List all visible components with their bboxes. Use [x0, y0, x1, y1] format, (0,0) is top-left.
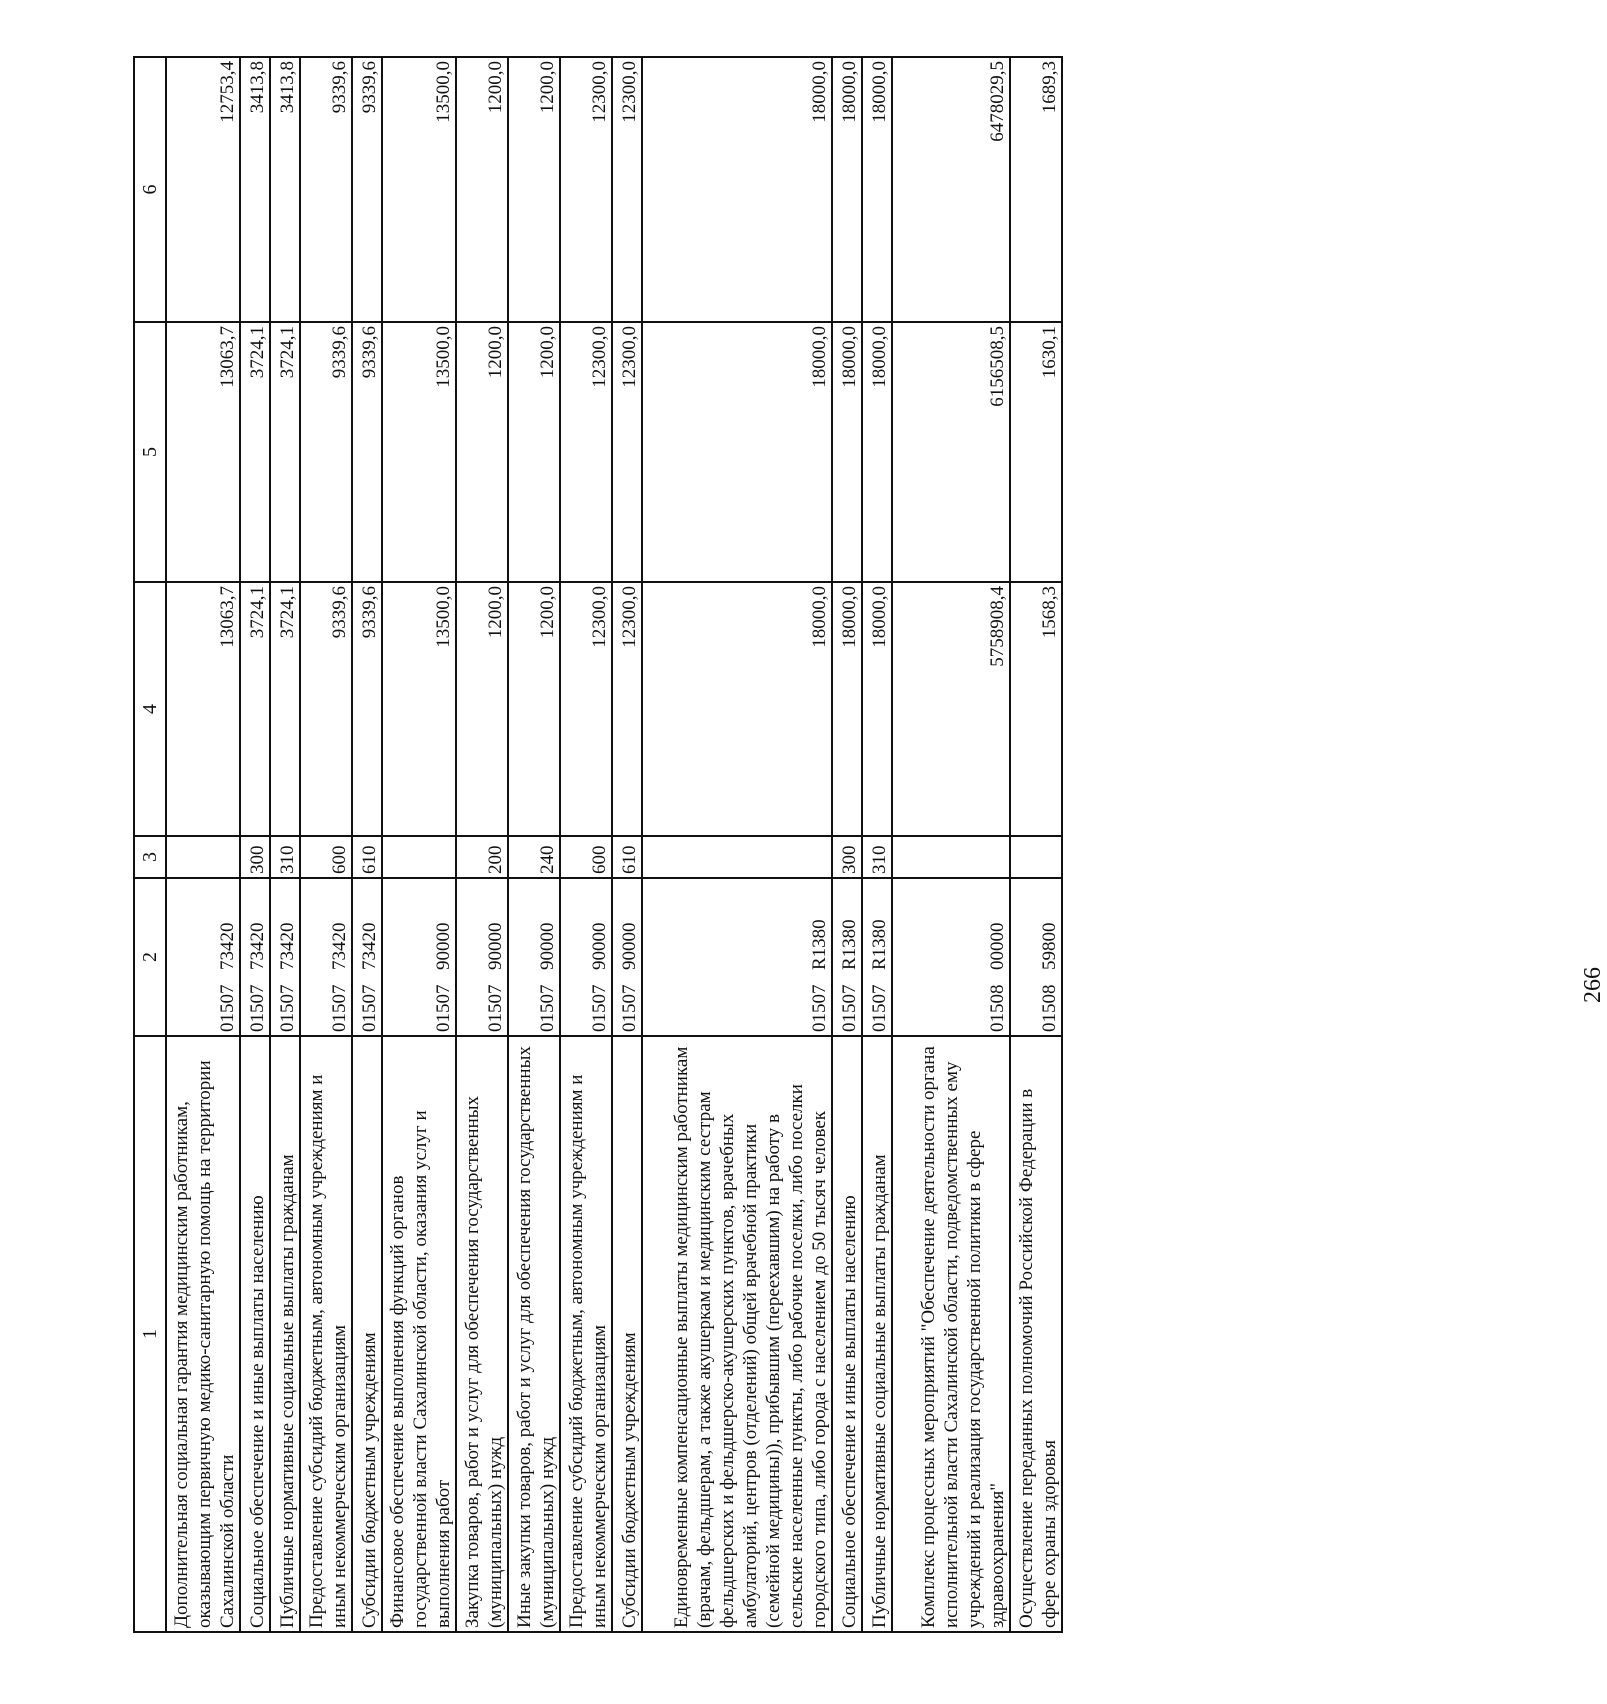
budget-table-body — [134, 57, 1062, 1632]
row-amount-year-2: 1630,1 — [1010, 322, 1062, 582]
row-expense-type: 610 — [612, 836, 642, 878]
row-article-code: 90000 — [619, 922, 640, 970]
row-amount-year-3: 3413,8 — [240, 57, 270, 322]
header-row — [134, 57, 166, 1632]
row-article-code: 00000 — [987, 922, 1008, 970]
row-amount-year-3: 3413,8 — [270, 57, 300, 322]
row-code — [382, 878, 456, 1036]
row-amount-year-1: 1568,3 — [1010, 582, 1062, 836]
row-name: Предоставление субсидий бюджетным, автономным учреждениям и иным некоммерческим организациям — [560, 1036, 612, 1632]
row-expense-type: 310 — [270, 836, 300, 878]
row-amount-year-2: 9339,6 — [352, 322, 382, 582]
row-name: Осуществление переданных полномочий Российской Федерации в сфере охраны здоровья — [1010, 1036, 1062, 1632]
row-name: Субсидии бюджетным учреждениям — [612, 1036, 642, 1632]
row-code — [1010, 878, 1062, 1036]
row-expense-type — [892, 836, 1010, 878]
row-amount-year-3: 1200,0 — [456, 57, 508, 322]
table-row — [456, 57, 508, 1632]
row-amount-year-1: 13063,7 — [166, 582, 240, 836]
row-amount-year-1: 18000,0 — [832, 582, 862, 836]
row-amount-year-1: 18000,0 — [642, 582, 832, 836]
row-article-code: 90000 — [485, 922, 506, 970]
row-amount-year-1: 18000,0 — [862, 582, 892, 836]
row-article-code: 73420 — [359, 922, 380, 970]
row-article-code: 90000 — [433, 922, 454, 970]
row-expense-type: 610 — [352, 836, 382, 878]
row-expense-type: 600 — [560, 836, 612, 878]
row-amount-year-2: 13500,0 — [382, 322, 456, 582]
row-section-code: 01508 — [987, 984, 1008, 1032]
header-col-2: 2 — [134, 878, 166, 1036]
row-expense-type: 310 — [862, 836, 892, 878]
table-row — [832, 57, 862, 1632]
row-name: Социальное обеспечение и иные выплаты населению — [240, 1036, 270, 1632]
row-amount-year-2: 12300,0 — [612, 322, 642, 582]
row-section-code: 01507 — [329, 984, 350, 1032]
row-amount-year-3: 18000,0 — [832, 57, 862, 322]
table-row — [560, 57, 612, 1632]
row-section-code: 01507 — [839, 984, 860, 1032]
table-row — [270, 57, 300, 1632]
row-amount-year-1: 3724,1 — [270, 582, 300, 836]
row-amount-year-2: 13063,7 — [166, 322, 240, 582]
table-row — [892, 57, 1010, 1632]
row-amount-year-1: 1200,0 — [456, 582, 508, 836]
row-section-code: 01507 — [247, 984, 268, 1032]
row-section-code: 01507 — [619, 984, 640, 1032]
row-name: Закупка товаров, работ и услуг для обеспечения государственных (муниципальных) нужд — [456, 1036, 508, 1632]
row-code — [508, 878, 560, 1036]
row-amount-year-3: 6478029,5 — [892, 57, 1010, 322]
table-row — [1010, 57, 1062, 1632]
row-article-code: R1380 — [869, 919, 890, 970]
row-article-code: 73420 — [247, 922, 268, 970]
rotated-page — [133, 58, 1223, 1633]
row-amount-year-1: 13500,0 — [382, 582, 456, 836]
row-code — [352, 878, 382, 1036]
row-article-code: 73420 — [329, 922, 350, 970]
table-row — [508, 57, 560, 1632]
row-article-code: 90000 — [537, 922, 558, 970]
table-row — [382, 57, 456, 1632]
row-section-code: 01507 — [433, 984, 454, 1032]
row-amount-year-1: 12300,0 — [612, 582, 642, 836]
row-amount-year-1: 3724,1 — [240, 582, 270, 836]
table-row — [166, 57, 240, 1632]
row-amount-year-2: 6156508,5 — [892, 322, 1010, 582]
row-name: Публичные нормативные социальные выплаты гражданам — [862, 1036, 892, 1632]
row-section-code: 01508 — [1039, 984, 1060, 1032]
row-code — [270, 878, 300, 1036]
row-code — [300, 878, 352, 1036]
row-amount-year-3: 13500,0 — [382, 57, 456, 322]
row-expense-type: 240 — [508, 836, 560, 878]
row-section-code: 01507 — [217, 984, 238, 1032]
header-col-5: 5 — [134, 322, 166, 582]
row-amount-year-2: 9339,6 — [300, 322, 352, 582]
header-col-1: 1 — [134, 1036, 166, 1632]
header-col-6: 6 — [134, 57, 166, 322]
row-amount-year-3: 12753,4 — [166, 57, 240, 322]
row-code — [892, 878, 1010, 1036]
row-code — [642, 878, 832, 1036]
row-article-code: 59800 — [1039, 922, 1060, 970]
row-expense-type — [166, 836, 240, 878]
row-name: Социальное обеспечение и иные выплаты населению — [832, 1036, 862, 1632]
row-section-code: 01507 — [869, 984, 890, 1032]
row-name: Субсидии бюджетным учреждениям — [352, 1036, 382, 1632]
row-amount-year-2: 1200,0 — [456, 322, 508, 582]
row-amount-year-3: 12300,0 — [612, 57, 642, 322]
table-row — [862, 57, 892, 1632]
table-row — [352, 57, 382, 1632]
row-expense-type: 600 — [300, 836, 352, 878]
row-expense-type: 300 — [240, 836, 270, 878]
table-row — [240, 57, 270, 1632]
row-name: Единовременные компенсационные выплаты медицинским работникам (врачам, фельдшерам, а также акушеркам и медицинским сестрам фельдшерских и фельдшерско-акушерских пунктов, врачебных амбулаторий, центров (отделений) общей врачебной практики (семейной медицины)), прибывшим (переехавшим) на работу в сельские населенные пункты, либо рабочие поселки, либо поселки городского типа, либо города с населением до 50 тысяч человек — [642, 1036, 832, 1632]
row-code — [166, 878, 240, 1036]
row-amount-year-2: 18000,0 — [862, 322, 892, 582]
row-article-code: R1380 — [809, 919, 830, 970]
row-section-code: 01507 — [589, 984, 610, 1032]
row-amount-year-1: 9339,6 — [300, 582, 352, 836]
row-amount-year-2: 18000,0 — [832, 322, 862, 582]
row-amount-year-3: 9339,6 — [300, 57, 352, 322]
row-code — [560, 878, 612, 1036]
row-amount-year-2: 12300,0 — [560, 322, 612, 582]
row-amount-year-3: 9339,6 — [352, 57, 382, 322]
row-section-code: 01507 — [537, 984, 558, 1032]
row-section-code: 01507 — [359, 984, 380, 1032]
row-amount-year-3: 18000,0 — [642, 57, 832, 322]
row-amount-year-1: 9339,6 — [352, 582, 382, 836]
page-number: 266 — [1580, 967, 1606, 1003]
row-name: Публичные нормативные социальные выплаты гражданам — [270, 1036, 300, 1632]
row-article-code: 73420 — [277, 922, 298, 970]
table-row — [642, 57, 832, 1632]
row-name: Дополнительная социальная гарантия медицинским работникам, оказывающим первичную медико-санитарную помощь на территории Сахалинской области — [166, 1036, 240, 1632]
row-expense-type: 300 — [832, 836, 862, 878]
row-article-code: 73420 — [217, 922, 238, 970]
row-article-code: 90000 — [589, 922, 610, 970]
table-row — [300, 57, 352, 1632]
row-code — [612, 878, 642, 1036]
row-code — [832, 878, 862, 1036]
row-amount-year-3: 18000,0 — [862, 57, 892, 322]
row-amount-year-1: 5758908,4 — [892, 582, 1010, 836]
row-code — [862, 878, 892, 1036]
header-col-4: 4 — [134, 582, 166, 836]
row-amount-year-3: 12300,0 — [560, 57, 612, 322]
row-amount-year-2: 1200,0 — [508, 322, 560, 582]
row-section-code: 01507 — [485, 984, 506, 1032]
table-row — [612, 57, 642, 1632]
row-amount-year-1: 1200,0 — [508, 582, 560, 836]
budget-table — [133, 56, 1063, 1633]
row-name: Предоставление субсидий бюджетным, автономным учреждениям и иным некоммерческим организациям — [300, 1036, 352, 1632]
row-amount-year-2: 3724,1 — [270, 322, 300, 582]
row-name: Иные закупки товаров, работ и услуг для обеспечения государственных (муниципальных) нужд — [508, 1036, 560, 1632]
header-col-3: 3 — [134, 836, 166, 878]
row-amount-year-3: 1689,3 — [1010, 57, 1062, 322]
row-expense-type — [1010, 836, 1062, 878]
row-section-code: 01507 — [277, 984, 298, 1032]
row-amount-year-1: 12300,0 — [560, 582, 612, 836]
row-section-code: 01507 — [809, 984, 830, 1032]
row-name: Финансовое обеспечение выполнения функций органов государственной власти Сахалинской области, оказания услуг и выполнения работ — [382, 1036, 456, 1632]
row-expense-type — [382, 836, 456, 878]
row-amount-year-2: 3724,1 — [240, 322, 270, 582]
row-amount-year-2: 18000,0 — [642, 322, 832, 582]
row-article-code: R1380 — [839, 919, 860, 970]
row-expense-type — [642, 836, 832, 878]
row-amount-year-3: 1200,0 — [508, 57, 560, 322]
row-code — [240, 878, 270, 1036]
row-code — [456, 878, 508, 1036]
row-name: Комплекс процессных мероприятий "Обеспечение деятельности органа исполнительной власти Сахалинской области, подведомственных ему учреждений и реализация государственной политики в сфере здравоохранения" — [892, 1036, 1010, 1632]
row-expense-type: 200 — [456, 836, 508, 878]
